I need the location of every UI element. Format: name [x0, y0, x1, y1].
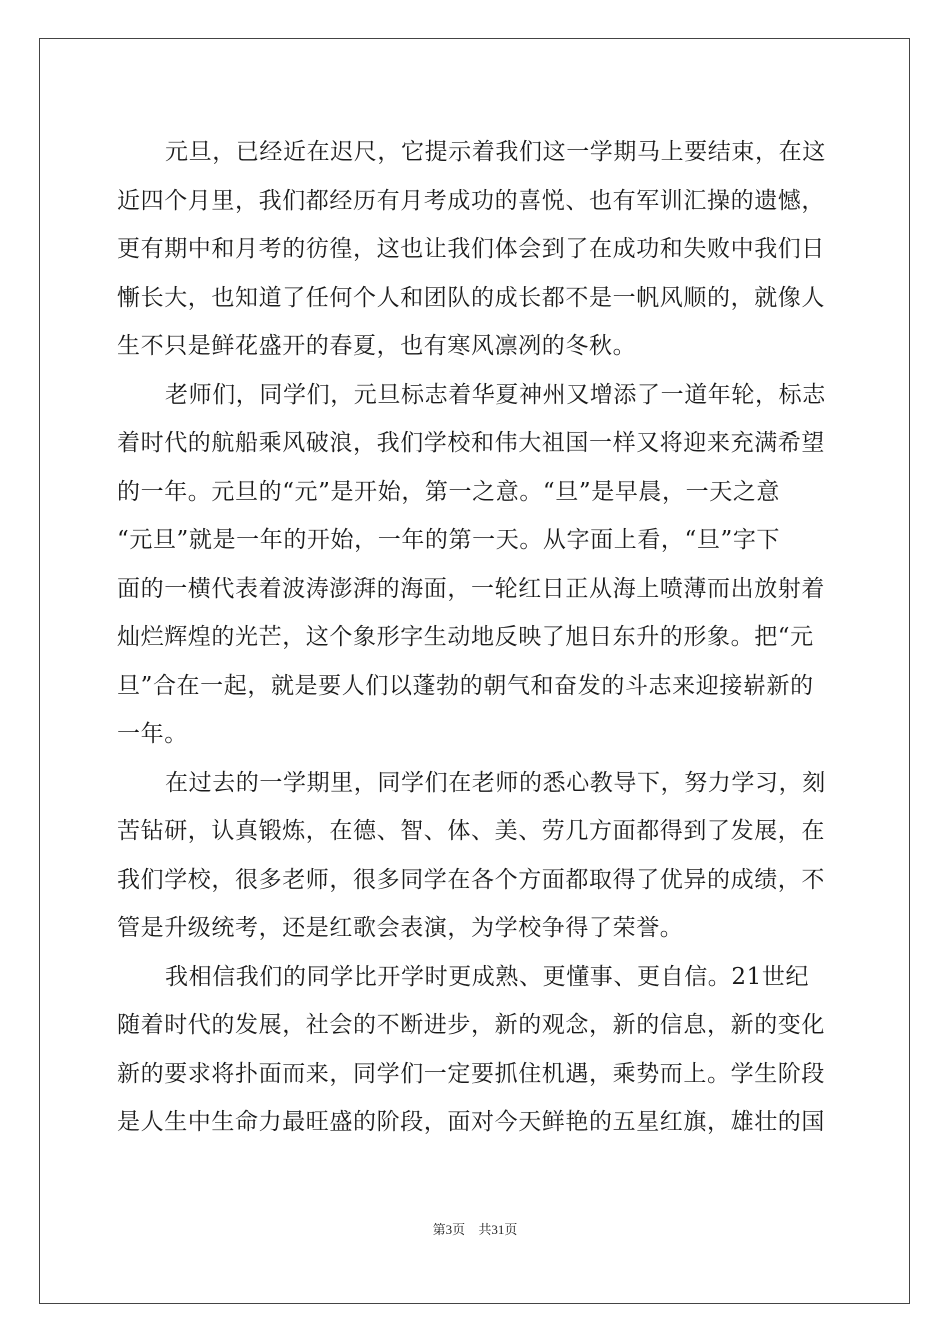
document-body	[117, 128, 837, 1147]
page-footer	[0, 1219, 950, 1238]
text-line: 随着时代的发展，社会的不断进步，新的观念，新的信息，新的变化	[117, 1012, 825, 1038]
text-line: 在过去的一学期里，同学们在老师的悉心教导下，努力学习，刻	[165, 769, 826, 796]
text-line: 我们学校，很多老师，很多同学在各个方面都取得了优异的成绩，不	[117, 866, 825, 893]
text-line: 生不只是鲜花盛开的春夏，也有寒风凛冽的冬秋。	[117, 333, 637, 359]
text-line: 旦”合在一起，就是要人们以蓬勃的朝气和奋发的斗志来迎接崭新的	[117, 672, 814, 699]
text-line: 管是升级统考，还是红歌会表演，为学校争得了荣誉。	[117, 915, 684, 941]
text-line: 更有期中和月考的彷徨，这也让我们体会到了在成功和失败中我们日	[117, 236, 825, 262]
paragraph	[117, 128, 837, 371]
text-line: 老师们，同学们，元旦标志着华夏神州又增添了一道年轮，标志	[165, 381, 826, 408]
text-line: 面的一横代表着波涛澎湃的海面，一轮红日正从海上喷薄而出放射着	[117, 575, 825, 602]
text-line: 是人生中生命力最旺盛的阶段，面对今天鲜艳的五星红旗，雄壮的国	[117, 1109, 825, 1135]
text-line: 苦钻研，认真锻炼，在德、智、体、美、劳几方面都得到了发展，在	[117, 818, 825, 844]
text-line: “元旦”就是一年的开始，一年的第一天。从字面上看，“旦”字下	[117, 527, 781, 553]
paragraph	[117, 371, 837, 759]
text-line: 近四个月里，我们都经历有月考成功的喜悦、也有军训汇操的遗憾，	[117, 187, 825, 214]
text-line: 的一年。元旦的“元”是开始，第一之意。“旦”是早晨，一天之意	[117, 478, 781, 505]
paragraph	[117, 759, 837, 953]
text-line: 我相信我们的同学比开学时更成熟、更懂事、更自信。21世纪	[165, 963, 810, 990]
text-line: 灿烂辉煌的光芒，这个象形字生动地反映了旭日东升的形象。把“元	[117, 624, 814, 650]
paragraph	[117, 953, 837, 1147]
text-line: 一年。	[117, 721, 188, 747]
text-line: 着时代的航船乘风破浪，我们学校和伟大祖国一样又将迎来充满希望	[117, 430, 825, 456]
text-line: 元旦，已经近在迟尺，它提示着我们这一学期马上要结束，在这	[165, 139, 826, 165]
text-line: 新的要求将扑面而来，同学们一定要抓住机遇，乘势而上。学生阶段	[117, 1060, 825, 1087]
page-number: 第3页	[432, 1222, 466, 1237]
text-line: 慚长大，也知道了任何个人和团队的成长都不是一帆风顺的，就像人	[117, 284, 825, 311]
page-total: 共31页	[478, 1222, 518, 1237]
